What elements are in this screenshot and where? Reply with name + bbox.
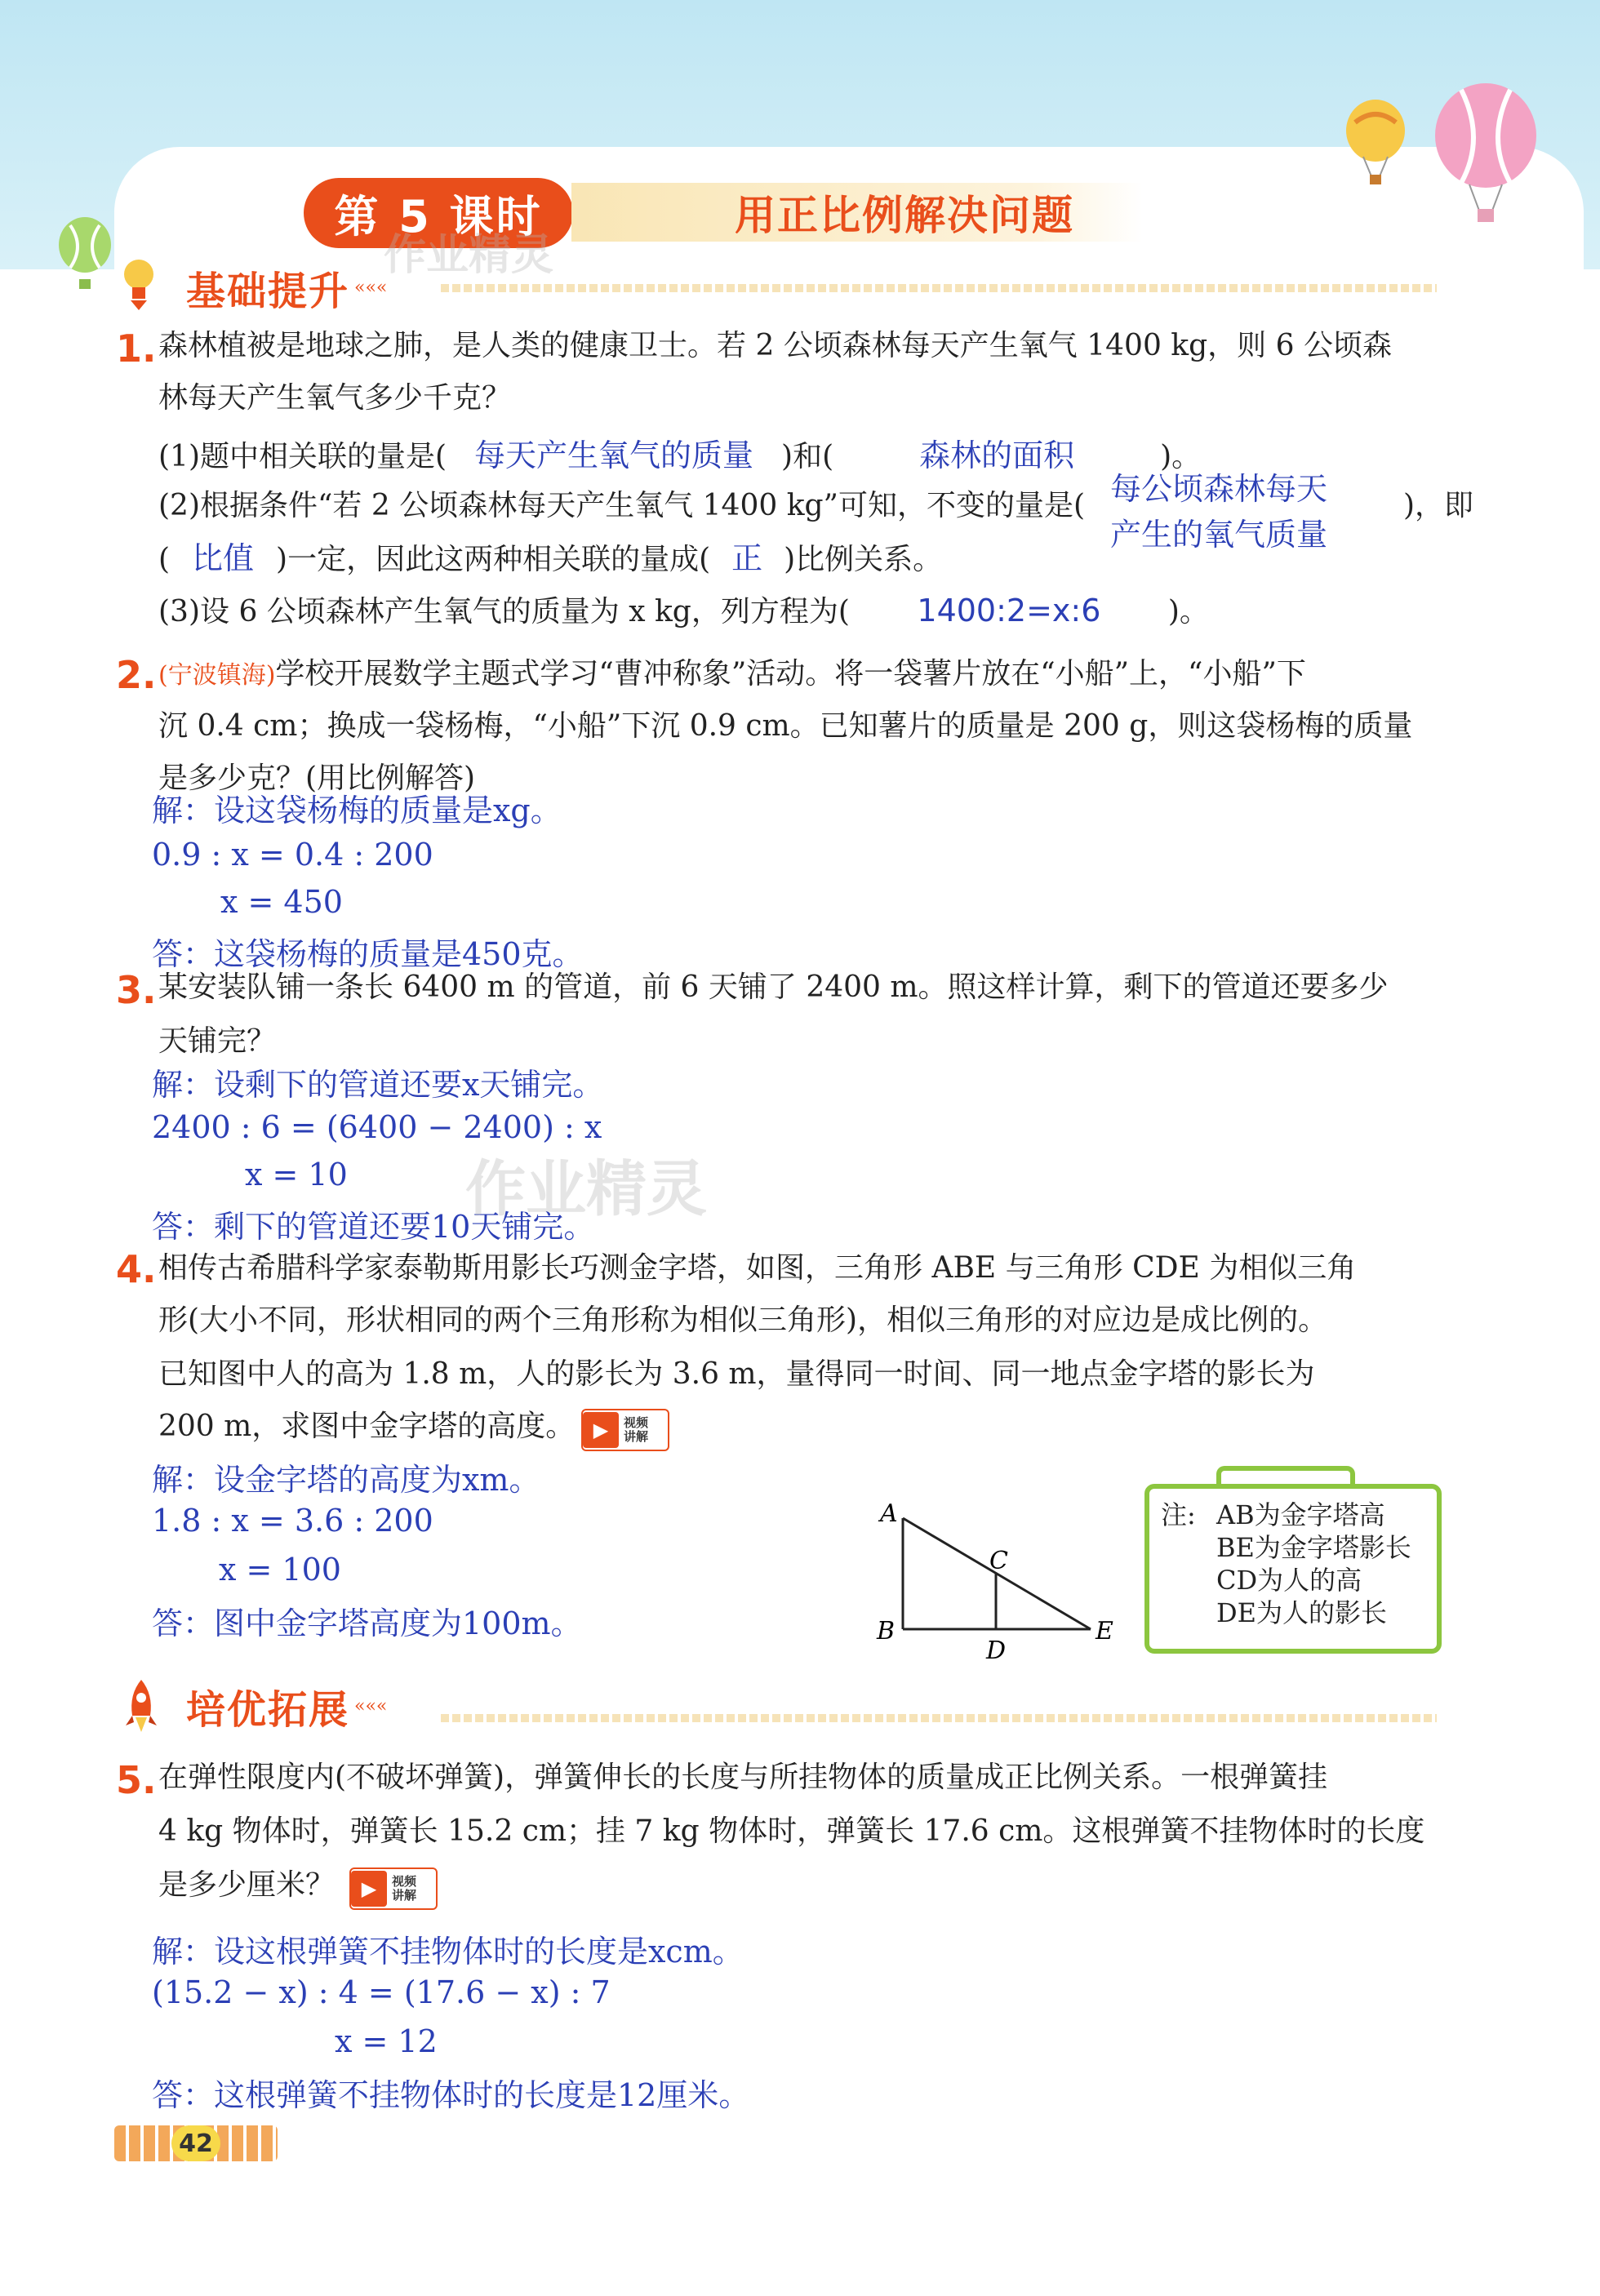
q4-text-line2: 形(大小不同，形状相同的两个三角形称为相似三角形)，相似三角形的对应边是成比例的。 (158, 1303, 1328, 1337)
q5-text-line3: 是多少厘米？ (158, 1868, 336, 1902)
q5-answer-line3: x = 12 (335, 2023, 438, 2059)
q1-text-line1: 森林植被是地球之肺，是人类的健康卫士。若 2 公顷森林每天产生氧气 1400 kg，则 6 公顷森 (158, 329, 1392, 362)
q4-answer-line2: 1.8 : x = 3.6 : 200 (152, 1503, 433, 1539)
label-b: B (877, 1617, 896, 1645)
q2-text-line1 (158, 658, 1306, 692)
question-number: 5. (116, 1758, 157, 1802)
video-label-line2: 讲解 (624, 1429, 649, 1444)
label-c: C (989, 1547, 1008, 1575)
q1-part3-prefix: (3)设 6 公顷森林产生氧气的质量为 x kg，列方程为( (158, 595, 850, 628)
section-arrows: ««« (354, 277, 388, 298)
q3-answer-line3: x = 10 (245, 1157, 348, 1192)
q1-part1-answer1: 每天产生氧气的质量 (474, 437, 754, 473)
q3-text-line2: 天铺完？ (158, 1024, 277, 1058)
q1-part2-prefix: (2)根据条件“若 2 公顷森林每天产生氧气 1400 kg”可知，不变的量是( (158, 489, 1086, 522)
page-title-text: 用正比例解决问题 (735, 192, 1074, 239)
q3-answer-line4: 答：剩下的管道还要10天铺完。 (152, 1209, 595, 1245)
q4-answer-line3: x = 100 (219, 1552, 341, 1588)
label-e: E (1096, 1617, 1113, 1645)
q1-part1-answer2: 森林的面积 (919, 437, 1075, 473)
question-number: 4. (116, 1247, 157, 1291)
balloon-icon (1429, 82, 1543, 229)
page-number: 42 (171, 2125, 220, 2161)
q4-text-line3: 已知图中人的高为 1.8 m，人的影长为 3.6 m，量得同一时间、同一地点金字塔的影长为 (158, 1357, 1315, 1391)
video-explain-button[interactable] (581, 1409, 669, 1451)
q3-text-line1: 某安装队铺一条长 6400 m 的管道，前 6 天铺了 2400 m。照这样计算，剩下的管道还要多少 (158, 970, 1389, 1004)
q2-text-line2: 沉 0.4 cm；换成一袋杨梅，“小船”下沉 0.9 cm。已知薯片的质量是 200 g，则这袋杨梅的质量 (158, 709, 1413, 743)
q2-answer-line4: 答：这袋杨梅的质量是450克。 (152, 936, 584, 972)
watermark: 作业精灵 (384, 231, 554, 280)
page-number-badge (114, 2125, 278, 2161)
balloon-icon (52, 214, 118, 295)
q5-answer-line4: 答：这根弹簧不挂物体时的长度是12厘米。 (152, 2077, 750, 2113)
video-label-line1: 视频 (392, 1874, 417, 1889)
label-d: D (986, 1637, 1007, 1665)
q1-part1-mid: )和( (781, 440, 834, 473)
q1-part2-end: )，即 (1403, 489, 1474, 522)
q1-part3-end: )。 (1167, 595, 1209, 628)
q3-answer-line1: 解：设剩下的管道还要x天铺完。 (152, 1067, 604, 1103)
note-line1: AB为金字塔高 (1216, 1499, 1385, 1530)
section-basic (186, 255, 387, 320)
question-number: 3. (116, 968, 157, 1012)
q1-part2b-end: )比例关系。 (784, 543, 943, 576)
q4-answer-line4: 答：图中金字塔高度为100m。 (152, 1605, 582, 1641)
q1-part1 (158, 439, 1201, 473)
section-advanced-label: 培优拓展 (186, 1686, 350, 1733)
balloon-icon (1339, 98, 1412, 188)
lightbulb-icon (121, 255, 157, 312)
question-number: 1. (116, 326, 157, 371)
note-prefix: 注: (1161, 1499, 1196, 1530)
video-label-line1: 视频 (624, 1415, 649, 1430)
q1-part2b-answer2: 正 (731, 540, 763, 576)
q1-text-line2: 林每天产生氧气多少千克？ (158, 381, 512, 415)
q1-part2b-answer1: 比值 (192, 540, 255, 576)
watermark: 作业精灵 (465, 1154, 707, 1224)
q2-line1-text: 学校开展数学主题式学习“曹冲称象”活动。将一袋薯片放在“小船”上，“小船”下 (275, 657, 1306, 691)
q1-part2b-mid: )一定，因此这两种相关联的量成( (276, 543, 711, 576)
q3-answer-line2: 2400 : 6 = (6400 − 2400) : x (152, 1109, 602, 1145)
q1-part2b (158, 542, 942, 576)
q2-text-line3: 是多少克？(用比例解答) (158, 762, 476, 795)
q2-answer-line2: 0.9 : x = 0.4 : 200 (152, 837, 433, 873)
q5-text-line1: 在弹性限度内(不破坏弹簧)，弹簧伸长的长度与所挂物体的质量成正比例关系。一根弹簧挂 (158, 1761, 1328, 1794)
note-line2: BE为金字塔影长 (1216, 1532, 1411, 1563)
note-line4: DE为人的影长 (1216, 1597, 1388, 1628)
video-label-line2: 讲解 (392, 1888, 417, 1903)
lesson-badge: 第 5 课时 (304, 178, 573, 248)
section-divider (441, 1714, 1437, 1722)
q1-part3-answer: 1400:2=x:6 (917, 593, 1101, 628)
q1-part2b-prefix: ( (158, 543, 171, 576)
q2-answer-line3: x = 450 (220, 884, 343, 920)
q5-answer-line2: (15.2 − x) : 4 = (17.6 − x) : 7 (152, 1974, 611, 2010)
section-advanced (186, 1673, 387, 1739)
q1-part1-end: )。 (1160, 440, 1202, 473)
rocket-icon (122, 1678, 160, 1735)
q1-part1-prefix: (1)题中相关联的量是( (158, 440, 447, 473)
section-divider (441, 284, 1437, 292)
q2-source: (宁波镇海) (158, 661, 276, 690)
q1-part2-answer-line2: 产生的氧气质量 (1110, 517, 1328, 553)
q2-answer-line1: 解：设这袋杨梅的质量是xg。 (152, 793, 562, 828)
video-explain-button[interactable] (349, 1867, 438, 1910)
q4-answer-line1: 解：设金字塔的高度为xm。 (152, 1462, 540, 1498)
q1-part2-answer-line1: 每公顷森林每天 (1110, 471, 1328, 507)
label-a: A (880, 1499, 898, 1528)
q1-part3 (158, 594, 1209, 628)
video-explain-label (624, 1416, 648, 1444)
q5-text-line2: 4 kg 物体时，弹簧长 15.2 cm；挂 7 kg 物体时，弹簧长 17.6 cm。这根弹簧不挂物体时的长度 (158, 1814, 1425, 1848)
q5-answer-line1: 解：设这根弹簧不挂物体时的长度是xcm。 (152, 1934, 744, 1970)
play-icon: ▶ (351, 1871, 387, 1907)
section-arrows: ««« (354, 1695, 388, 1716)
q4-text-line1: 相传古希腊科学家泰勒斯用影长巧测金字塔，如图，三角形 ABE 与三角形 CDE 为相似三角 (158, 1251, 1357, 1285)
note-line3: CD为人的高 (1216, 1565, 1362, 1596)
play-icon: ▶ (583, 1412, 619, 1448)
page-title (571, 183, 1143, 242)
triangle-figure (865, 1494, 1127, 1665)
q4-text-line4: 200 m，求图中金字塔的高度。 (158, 1410, 576, 1443)
question-number: 2. (116, 653, 157, 697)
section-basic-label: 基础提升 (186, 268, 350, 314)
video-explain-label (392, 1875, 416, 1903)
